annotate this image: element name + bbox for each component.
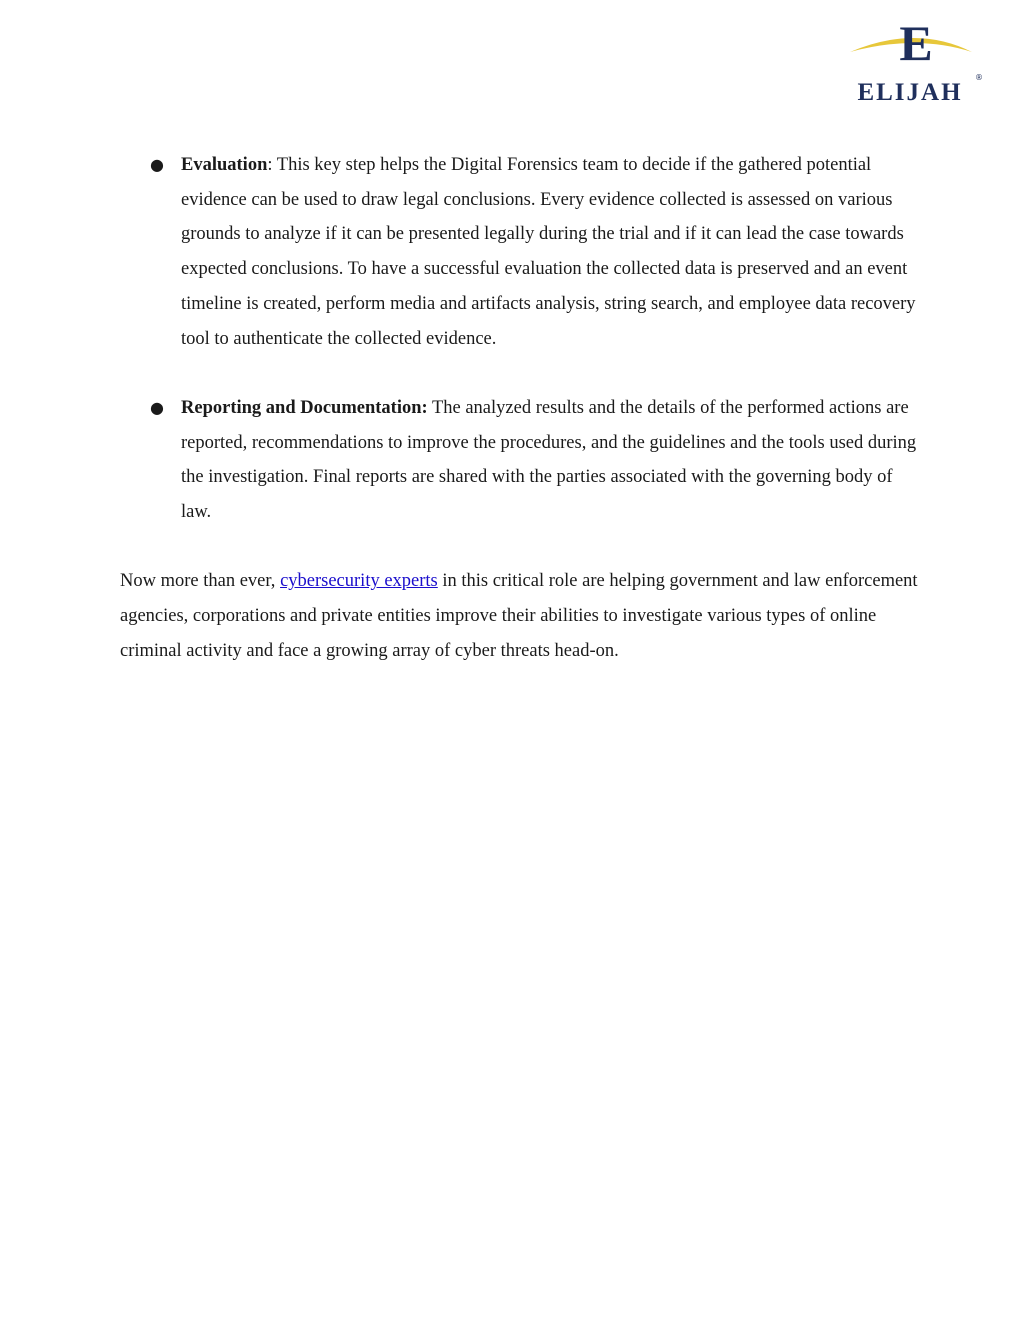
logo-wordmark: ELIJAH [857, 79, 963, 106]
document-body [120, 148, 920, 669]
elijah-logo-mark [846, 14, 986, 106]
closing-text-start: Now more than ever, [120, 571, 281, 592]
cybersecurity-experts-link[interactable]: cybersecurity experts [280, 571, 438, 592]
bullet-term: Reporting and Documentation: [181, 397, 428, 418]
bullet-item-evaluation [120, 148, 920, 356]
bullet-marker: ● [150, 155, 164, 174]
closing-text-end: in this critical role are helping government and law enforcement agencies, corporations and private entities improve their abilities to investigate various types of online criminal activity and face a growing array of cyber threats head-on. [120, 571, 918, 661]
bullet-term: Evaluation [181, 155, 268, 175]
closing-paragraph [120, 564, 920, 668]
logo-registered-mark: ® [975, 73, 983, 82]
bullet-item-reporting [120, 391, 920, 530]
bullet-list [120, 148, 920, 530]
bullet-separator: : [267, 155, 273, 175]
bullet-text: The analyzed results and the details of the performed actions are reported, recommendations to improve the procedures, and the guidelines and the tools used during the investigation. Final reports are shared with the parties associated with the governing body of law. [181, 397, 917, 523]
logo-monogram: E [899, 15, 933, 71]
bullet-text: This key step helps the Digital Forensics team to decide if the gathered potential evidence can be used to draw legal conclusions. Every evidence collected is assessed on various grounds to analyze if it can be presented legally during the trial and if it can lead the case towards expected conclusions. To have a successful evaluation the collected data is preserved and an event timeline is created, perform media and artifacts analysis, string search, and employee data recovery tool to authenticate the collected evidence. [181, 155, 916, 349]
bullet-marker: ● [150, 397, 164, 417]
elijah-logo [846, 14, 986, 106]
